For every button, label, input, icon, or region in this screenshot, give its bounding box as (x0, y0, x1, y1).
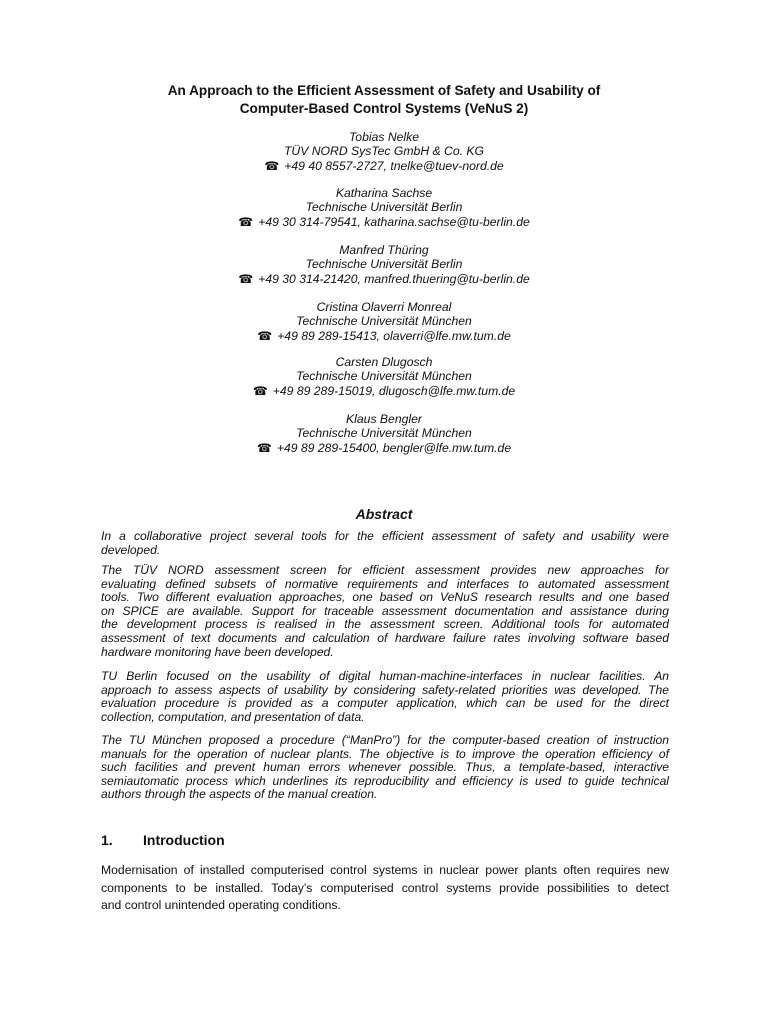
author-contact-text: +49 89 289-15400, bengler@lfe.mw.tum.de (276, 440, 512, 455)
author-block (0, 412, 768, 455)
title-line: An Approach to the Efficient Assessment of Safety and Usability of (167, 83, 601, 98)
author-contact-text: +49 89 289-15019, dlugosch@lfe.mw.tum.de (272, 383, 516, 398)
author-name: Klaus Bengler (346, 412, 422, 426)
telephone-icon: ☎ (238, 271, 254, 286)
body-paragraph (101, 862, 669, 915)
author-name: Carsten Dlugosch (335, 355, 433, 369)
text-line: evaluation procedure is provided as a computer application, which can be used for the direct (101, 696, 669, 711)
author-block (0, 243, 768, 286)
author-contact (0, 384, 768, 398)
section-title: Introduction (143, 832, 225, 848)
abstract-heading: Abstract (355, 506, 413, 522)
author-contact-text: +49 89 289-15413, olaverri@lfe.mw.tum.de (277, 328, 511, 343)
author-contact-text: +49 30 314-79541, katharina.sachse@tu-berlin.de (258, 214, 530, 229)
text-line: assessment of text documents and calculation of hardware failure rates involving software based (101, 630, 669, 645)
author-affiliation: Technische Universität Berlin (305, 200, 463, 215)
abstract-paragraph (101, 670, 669, 724)
text-line: hardware monitoring have been developed. (101, 644, 334, 659)
text-line: manuals for the operation of nuclear plants. The objective is to improve the operation efficiency of (101, 746, 669, 761)
text-line: authors through the aspects of the manual creation. (101, 787, 378, 802)
author-affiliation: Technische Universität Berlin (305, 257, 463, 272)
text-line: components to be installed. Today’s computerised control systems provide possibilities to detect (101, 880, 669, 895)
text-line: the development process is realised in the assessment screen. Additional tools for automated (101, 617, 669, 632)
author-name: Katharina Sachse (335, 186, 433, 200)
text-line: and control unintended operating conditions. (101, 898, 341, 912)
text-line: Modernisation of installed computerised control systems in nuclear power plants often requires new (101, 863, 669, 877)
text-line: The TÜV NORD assessment screen for efficient assessment provides new approaches for (101, 563, 669, 577)
author-affiliation: Technische Universität München (296, 314, 472, 329)
telephone-icon: ☎ (264, 158, 280, 173)
text-line: such facilities and prevent human errors whenever possible. Thus, a template-based, interactive (101, 760, 669, 775)
abstract-paragraph (101, 734, 669, 802)
telephone-icon: ☎ (256, 440, 272, 455)
text-line: semiautomatic process which underlines its reproducibility and efficiency is used to guide technical (101, 773, 669, 788)
author-affiliation: Technische Universität München (296, 369, 472, 384)
author-contact (0, 441, 768, 455)
title-line: Computer-Based Control Systems (VeNuS 2) (239, 101, 529, 116)
section-heading (101, 831, 225, 849)
telephone-icon: ☎ (252, 383, 268, 398)
text-line: collection, computation, and presentation of data. (101, 709, 365, 724)
text-line: The TU München proposed a procedure (“ManPro”) for the computer-based creation of instruction (101, 733, 669, 747)
author-block (0, 355, 768, 398)
author-contact (0, 329, 768, 343)
author-name: Cristina Olaverri Monreal (316, 300, 452, 314)
author-contact-text: +49 30 314-21420, manfred.thuering@tu-berlin.de (258, 271, 530, 286)
text-line: on SPICE are available. Support for traceable assessment documentation and assistance during (101, 603, 669, 618)
author-contact (0, 159, 768, 173)
author-name: Tobias Nelke (348, 130, 419, 144)
author-block (0, 300, 768, 343)
telephone-icon: ☎ (238, 214, 254, 229)
text-line: In a collaborative project several tools for the efficient assessment of safety and usability were (101, 529, 669, 543)
section-number: 1. (101, 832, 113, 848)
author-contact-text: +49 40 8557-2727, tnelke@tuev-nord.de (284, 158, 504, 173)
author-block (0, 130, 768, 173)
text-line: developed. (101, 542, 161, 557)
abstract-paragraph (101, 530, 669, 557)
paper-title (0, 82, 768, 118)
abstract-paragraph (101, 564, 669, 659)
text-line: evaluating defined subsets of normative requirements and interfaces to automated assessment (101, 576, 669, 591)
text-line: TU Berlin focused on the usability of digital human-machine-interfaces in nuclear facilities. An (101, 669, 669, 683)
telephone-icon: ☎ (257, 328, 273, 343)
author-name: Manfred Thüring (339, 243, 429, 257)
author-contact (0, 215, 768, 229)
text-line: tools. Two different evaluation approaches, one based on VeNuS research results and one based (101, 590, 669, 605)
author-contact (0, 272, 768, 286)
author-affiliation: Technische Universität München (296, 426, 472, 441)
text-line: approach to assess aspects of usability by considering safety-related priorities was developed. The (101, 682, 669, 697)
author-block (0, 186, 768, 229)
author-affiliation: TÜV NORD SysTec GmbH & Co. KG (283, 144, 484, 159)
